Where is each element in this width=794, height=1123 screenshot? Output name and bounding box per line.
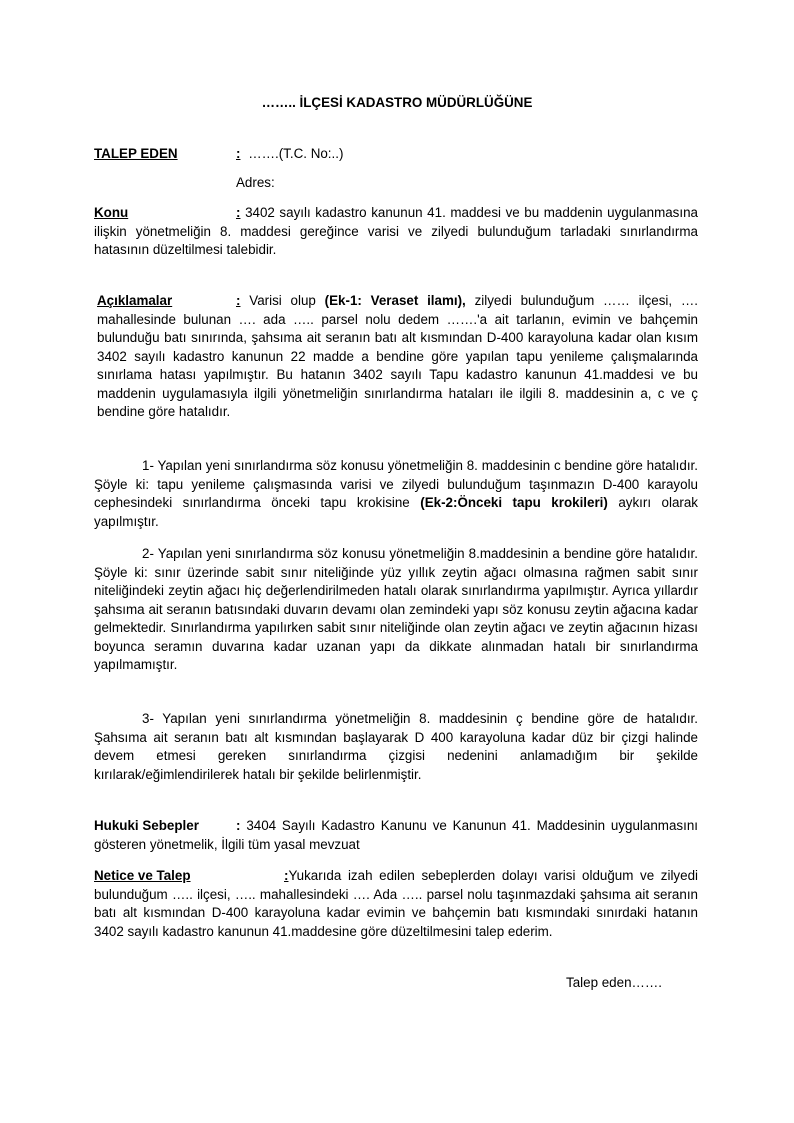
explanations-colon: : (236, 293, 241, 308)
requester-label: TALEP EDEN (94, 146, 178, 161)
document-title: …….. İLÇESİ KADASTRO MÜDÜRLÜĞÜNE (261, 95, 533, 110)
explanations-intro-pre: Varisi olup (249, 293, 316, 308)
explanations-label: Açıklamalar (97, 293, 173, 308)
requester-value: …….(T.C. No:..) (248, 146, 344, 161)
legal-grounds-block (94, 817, 698, 854)
subject-colon: : (236, 205, 241, 220)
item-1-pre: 1- Yapılan yeni sınırlandırma söz konusu yönetmeliğin 8. maddesinin c bendine göre hatalıdır. Şöyle ki: tapu yenileme çalışmasında varisi ve zilyedi bulunduğum taşınmazın D-400 karayolu cephesindeki sınırlandırma önceki tapu krokisine (94, 458, 698, 510)
conclusion-block (94, 867, 698, 941)
item-3-text: 3- Yapılan yeni sınırlandırma yönetmeliğin 8. maddesinin ç bendine göre de hatalıdır. Şahsıma ait seranın batı alt kısmından başlayarak D 400 karayoluna kadar düz bir çizgi halinde devem etmesi gereken sınırlandırma çizgisi nedenini anlamadığım bir şekilde kırılarak/eğimlendirilerek hatalı bir şekilde belirlenmiştir. (94, 711, 698, 782)
address-label: Adres: (236, 175, 275, 190)
explanations-intro-post: zilyedi bulunduğum …… ilçesi, …. mahallesinde bulunan …. ada ….. parsel nolu dedem …….'a ait tarlanın, evimin ve bahçemin bulunduğu batı sınırında, şahsıma ait seranın batı alt kısmından D-400 karayoluna kadar olan kısım 3402 sayılı kadastro kanunun 22 madde a bendine göre yapılan tapu yenileme çalışmalarında sınırlama hatası yapılmıştır. Bu hatanın 3402 sayılı Tapu kadastro kanunun 41.maddesi ve bu maddenin uygulamasıyla ilgili yönetmeliğin sınırlandırma hataları ile ilgili 8. maddesinin a, c ve ç bendine göre hatalıdır. (97, 293, 698, 419)
conclusion-label: Netice ve Talep (94, 868, 191, 883)
requester-block (94, 146, 343, 161)
item-2 (94, 545, 698, 675)
legal-grounds-label: Hukuki Sebepler (94, 818, 199, 833)
explanations-intro-bold: (Ek-1: Veraset ilamı), (324, 293, 466, 308)
legal-grounds-colon: : (236, 818, 241, 833)
item-1 (94, 457, 698, 531)
item-1-post: aykırı olarak yapılmıştır. (94, 495, 698, 529)
item-1-bold: (Ek-2:Önceki tapu krokileri) (420, 495, 608, 510)
item-3 (94, 710, 698, 784)
item-2-text: 2- Yapılan yeni sınırlandırma söz konusu yönetmeliğin 8.maddesinin a bendine göre hatalıdır. Şöyle ki: sınır üzerinde sabit sınır niteliğinde yüz yıllık zeytin ağacı olmasına rağmen sabit sınır niteliğindeki zeytin ağacı hiç değerlendirilmeden hatalı olarak sınırlandırma yapılmıştır. Ayrıca yıllardır şahsıma ait seranın batısındaki duvarın devamı olan zemindeki yapı söz konusu zeytin ağacına kadar gelmektedir. Sınırlandırma yapılırken sabit sınır niteliğinde olan zeytin ağacı ve zeytin ağacının hizası boyunca seramın duvarına kadar uzanan yapı da dikkate alınmadan hatalı bir sınırlandırma yapılmamıştır. (94, 546, 698, 672)
legal-grounds-text: 3404 Sayılı Kadastro Kanunu ve Kanunun 41. Maddesinin uygulanmasını gösteren yönetmelik, İlgili tüm yasal mevzuat (94, 818, 698, 852)
subject-block (94, 204, 698, 260)
conclusion-colon: : (284, 868, 289, 883)
signature: Talep eden……. (566, 975, 663, 990)
subject-text: 3402 sayılı kadastro kanunun 41. maddesi ve bu maddenin uygulanmasına ilişkin yönetmeliğin 8. maddesi gereğince varisi ve zilyedi bulunduğum tarladaki sınırlandırma hatasının düzeltilmesi talebidir. (94, 205, 698, 257)
explanations-block (97, 292, 698, 422)
conclusion-text: Yukarıda izah edilen sebeplerden dolayı varisi olduğum ve zilyedi bulunduğum ….. ilçesi, ….. mahallesindeki …. Ada ….. parsel nolu taşınmazdaki şahsıma ait seranın batı alt kısmından D-400 karayoluna kadar evimin ve bahçemin batı kısmındaki sınırdaki hatanın 3402 sayılı kadastro kanunun 41.maddesine göre düzeltilmesini talep ederim. (94, 868, 698, 939)
subject-label: Konu (94, 205, 129, 220)
requester-colon: : (236, 146, 241, 161)
